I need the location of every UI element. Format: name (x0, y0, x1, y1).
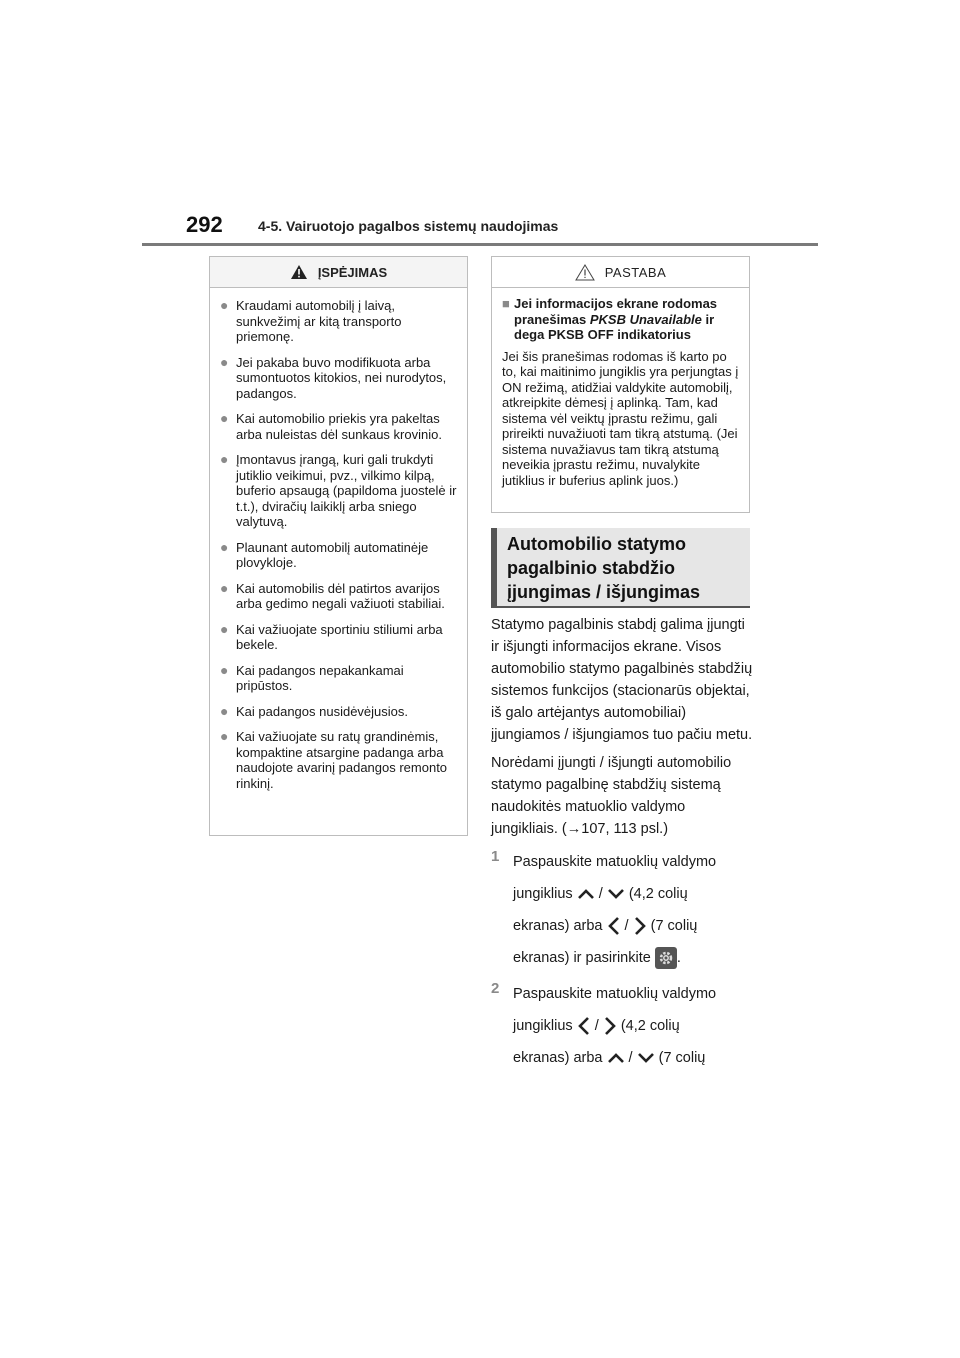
list-item: ● Kraudami automobilį į laivą, sunkvežimį ar kitą transporto priemonę. (220, 297, 402, 344)
note-subheading: ■ Jei informacijos ekrane rodomas pranešimas PKSB Unavailable ir dega PKSB OFF indikatorius (502, 296, 718, 342)
section-heading (491, 528, 750, 608)
heading-line: Automobilio statymo (507, 534, 686, 554)
list-item: ● Kai važiuojate sportiniu stiliumi arba bekele. (220, 620, 443, 652)
note-triangle-icon (575, 264, 595, 281)
list-item: ● Įmontavus įrangą, kuri gali trukdyti jutiklio veikimui, pvz., vilkimo kilpą, buferio apsaugą (papildoma juostelė ir t.t.), dviračių laikiklį arba sniego valytuvą. (220, 451, 457, 529)
list-item: ● Jei pakaba buvo modifikuota arba sumontuotos kitokios, nei nurodytos, padangos. (220, 353, 447, 401)
chevron-down-icon (637, 1052, 655, 1064)
chevron-up-icon (607, 1052, 625, 1064)
header-rule (142, 243, 818, 246)
step-number: 1 (491, 848, 500, 865)
list-item: ● Kai automobilio priekis yra pakeltas arba nuleistas dėl sunkaus krovinio. (220, 410, 442, 442)
section-title: 4-5. Vairuotojo pagalbos sistemų naudojimas (258, 218, 559, 234)
warning-triangle-icon (290, 264, 308, 280)
note-paragraph: Jei šis pranešimas rodomas iš karto po to, kai maitinimo jungiklis yra perjungtas į ON režimą, atidžiai valdykite automobilį, atkreipkite dėmesį į aplinką. Tam, kad sistema vėl veiktų įprastu režimu, gali prireikti nuvažiuoti tam tikrą atstumą. (Jei sistema nuvažiavus tam tikrą atstumą neveikia įprastu režimu, nuvalykite jutiklius ir buferius aplink juos.) (502, 348, 739, 488)
step-1: 1 Paspauskite matuoklių valdymo jungiklius / (4,2 colių ekranas) arba / (7 colių ekranas) ir pasirinkite . (491, 846, 753, 974)
body-paragraph: Statymo pagalbinis stabdį galima įjungti ir išjungti informacijos ekrane. Visos automobilio statymo pagalbinės stabdžių sistemos funkcijos (stacionarūs objektai, iš galo artėjantys automobiliai) įjungiamos / išjungiamos tuo pačiu metu. (491, 617, 753, 743)
chevron-down-icon (607, 888, 625, 900)
chevron-left-icon (577, 1016, 591, 1036)
gear-icon (655, 947, 677, 969)
chevron-up-icon (577, 888, 595, 900)
warning-title: ĮSPĖJIMAS (317, 264, 388, 280)
list-item: ● Kai padangos nepakankamai pripūstos. (220, 661, 404, 693)
warning-list (210, 288, 467, 791)
heading-line: įjungimas / išjungimas (507, 582, 701, 602)
chevron-right-icon (633, 916, 647, 936)
body-paragraph: Norėdami įjungti / išjungti automobilio statymo pagalbinę stabdžių sistemą naudokitės matuoklio valdymo jungikliais. (→107, 113 psl.) (491, 755, 732, 837)
step-2: 2 Paspauskite matuoklių valdymo jungiklius / (4,2 colių ekranas) arba / (7 colių (491, 978, 753, 1074)
note-title: PASTABA (604, 264, 667, 280)
chevron-right-icon (603, 1016, 617, 1036)
step-number: 2 (491, 980, 500, 997)
body-text (491, 614, 753, 1074)
warning-header (210, 257, 467, 288)
heading-line: pagalbinio stabdžio (507, 558, 676, 578)
list-item: ● Kai padangos nusidėvėjusios. (220, 702, 409, 719)
list-item: ● Plaunant automobilį automatinėje plovykloje. (220, 538, 429, 570)
warning-box (209, 256, 468, 836)
note-box (491, 256, 750, 513)
note-body (492, 288, 749, 496)
list-item: ● Kai važiuojate su ratų grandinėmis, kompaktine atsargine padanga arba naudojote avarinį padangos remonto rinkinį. (220, 728, 448, 791)
chevron-left-icon (607, 916, 621, 936)
note-header (492, 257, 749, 288)
page-number: 292 (186, 212, 223, 237)
list-item: ● Kai automobilis dėl patirtos avarijos arba gedimo negali važiuoti stabiliai. (220, 579, 445, 611)
